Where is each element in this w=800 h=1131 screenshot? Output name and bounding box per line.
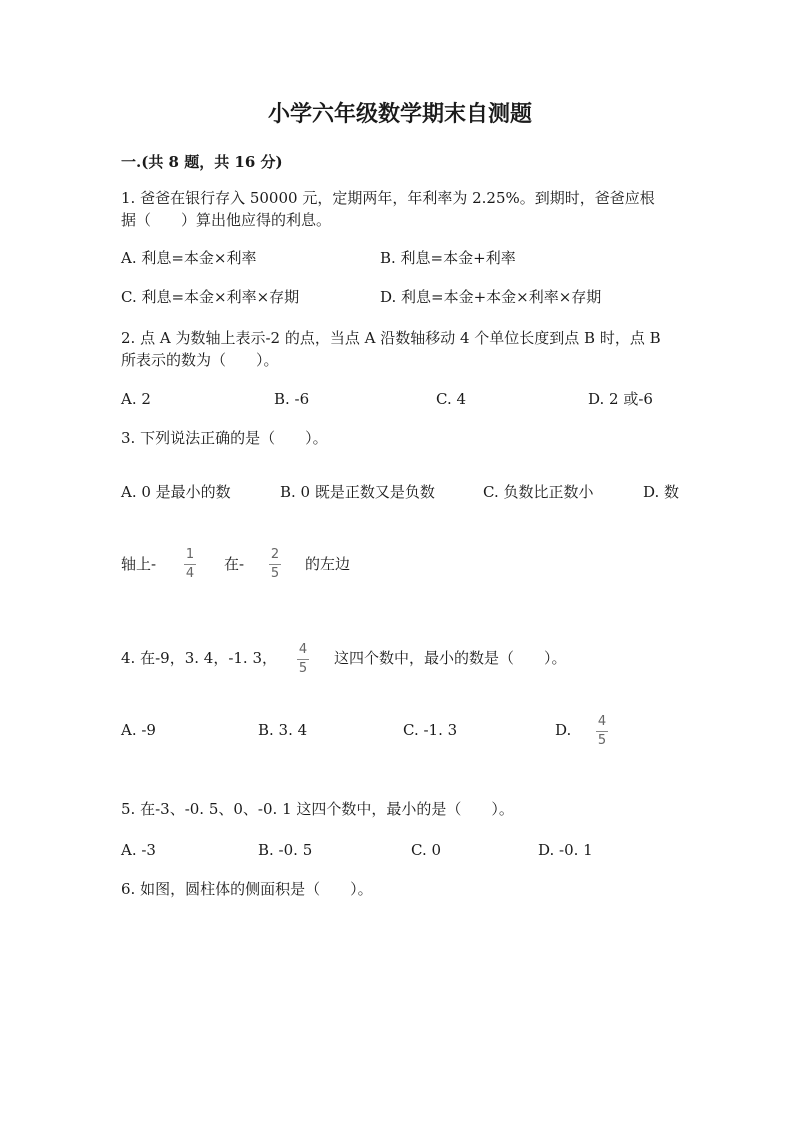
q3-fraction-1	[184, 548, 196, 581]
q3-option-d-part3: 在-	[224, 555, 245, 573]
q4-option-d-denominator: 5	[597, 733, 607, 748]
fraction-bar	[596, 731, 608, 732]
q3-option-a: A. 0 是最小的数	[121, 483, 231, 501]
q3-fraction-1-numerator: 1	[185, 547, 195, 562]
fraction-bar	[297, 659, 309, 660]
fraction-bar	[184, 564, 196, 565]
q2-option-b: B. -6	[274, 390, 310, 408]
q1-option-c: C. 利息=本金×利率×存期	[121, 288, 300, 306]
q1-stem-line1: 1. 爸爸在银行存入 50000 元，定期两年，年利率为 2.25%。到期时，爸爸应根	[121, 189, 655, 207]
q1-option-a: A. 利息=本金×利率	[121, 249, 257, 267]
q3-option-c: C. 负数比正数小	[483, 483, 594, 501]
q2-option-d: D. 2 或-6	[588, 390, 653, 408]
q4-option-b: B. 3. 4	[258, 721, 308, 739]
q4-option-d-label: D.	[555, 721, 572, 739]
q4-stem-fraction	[297, 643, 309, 676]
q3-option-d-part4: 的左边	[305, 555, 351, 573]
q4-stem-fraction-denominator: 5	[298, 661, 308, 676]
q3-option-d-part2: 轴上-	[121, 555, 157, 573]
q2-stem-line2: 所表示的数为（ ）。	[121, 351, 279, 369]
q4-option-d-fraction	[596, 715, 608, 748]
q4-option-a: A. -9	[121, 721, 156, 739]
q3-fraction-2	[269, 548, 281, 581]
q5-option-b: B. -0. 5	[258, 841, 313, 859]
q5-stem: 5. 在-3、-0. 5、0、-0. 1 这四个数中，最小的是（ ）。	[121, 800, 514, 818]
q4-option-c: C. -1. 3	[403, 721, 458, 739]
q3-fraction-2-denominator: 5	[270, 566, 280, 581]
page-title: 小学六年级数学期末自测题	[267, 101, 532, 127]
fraction-bar	[269, 564, 281, 565]
q4-stem-part2: 这四个数中，最小的数是（ ）。	[334, 649, 567, 667]
q5-option-a: A. -3	[121, 841, 156, 859]
q5-option-d: D. -0. 1	[538, 841, 593, 859]
q3-stem: 3. 下列说法正确的是（ ）。	[121, 429, 328, 447]
q6-stem: 6. 如图，圆柱体的侧面积是（ ）。	[121, 880, 373, 898]
q1-option-b: B. 利息=本金+利率	[380, 249, 516, 267]
q2-option-a: A. 2	[121, 390, 151, 408]
q3-fraction-1-denominator: 4	[185, 566, 195, 581]
q1-option-d: D. 利息=本金+本金×利率×存期	[380, 288, 602, 306]
q3-option-d-part1: D. 数	[643, 483, 680, 501]
q4-stem-fraction-numerator: 4	[298, 642, 308, 657]
section-heading: 一.(共 8 题，共 16 分)	[121, 153, 283, 171]
q2-stem-line1: 2. 点 A 为数轴上表示-2 的点，当点 A 沿数轴移动 4 个单位长度到点 B 时，点 B	[121, 329, 661, 347]
q1-stem-line2: 据（ ）算出他应得的利息。	[121, 211, 332, 229]
q2-option-c: C. 4	[436, 390, 467, 408]
q3-option-b: B. 0 既是正数又是负数	[280, 483, 435, 501]
q5-option-c: C. 0	[411, 841, 442, 859]
q3-fraction-2-numerator: 2	[270, 547, 280, 562]
q4-option-d-numerator: 4	[597, 714, 607, 729]
q4-stem-part1: 4. 在-9，3. 4，-1. 3，	[121, 649, 278, 667]
